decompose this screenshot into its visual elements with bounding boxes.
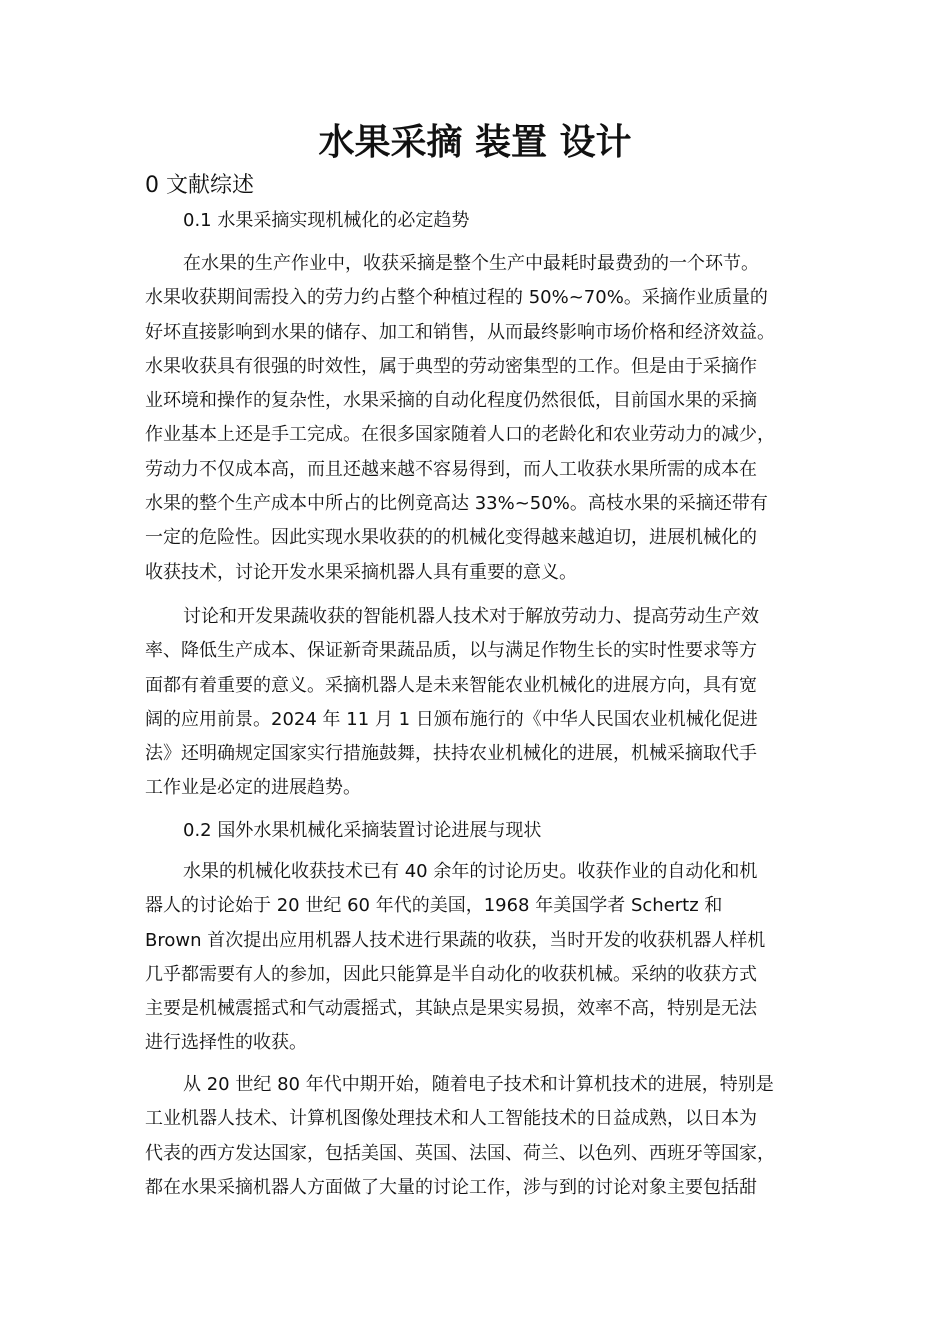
paragraph-line: 几乎都需要有人的参加，因此只能算是半自动化的收获机械。采纳的收获方式	[145, 963, 757, 985]
section-heading: 0 文献综述	[145, 173, 254, 198]
paragraph-line: 器人的讨论始于 20 世纪 60 年代的美国，1968 年美国学者 Schertz 和	[145, 895, 723, 917]
paragraph-line: 代表的西方发达国家，包括美国、英国、法国、荷兰、以色列、西班牙等国家，	[145, 1142, 775, 1164]
paragraph-line: 工业机器人技术、计算机图像处理技术和人工智能技术的日益成熟，以日本为	[145, 1108, 757, 1130]
paragraph-1980s-development	[145, 1068, 807, 1205]
paragraph-line: 水果的整个生产成本中所占的比例竟高达 33%~50%。高枝水果的采摘还带有	[145, 493, 768, 515]
paragraph-research-history	[145, 855, 807, 1061]
paragraph-line: 法》还明确规定国家实行措施鼓舞，扶持农业机械化的进展，机械采摘取代手	[145, 743, 757, 765]
paragraph-line: 阔的应用前景。2024 年 11 月 1 日颁布施行的《中华人民国农业机械化促进	[145, 708, 758, 730]
paragraph-line: 工作业是必定的进展趋势。	[145, 777, 361, 799]
paragraph-line: 水果收获期间需投入的劳力约占整个种植过程的 50%~70%。采摘作业质量的	[145, 287, 768, 309]
paragraph-line: 业环境和操作的复杂性，水果采摘的自动化程度仍然很低，目前国水果的采摘	[145, 390, 757, 412]
paragraph-line: 好坏直接影响到水果的储存、加工和销售，从而最终影响市场价格和经济效益。	[145, 321, 775, 343]
document-title: 水果采摘 装置 设计	[318, 122, 632, 163]
paragraph-line: Brown 首次提出应用机器人技术进行果蔬的收获，当时开发的收获机器人样机	[145, 929, 766, 951]
paragraph-line: 劳动力不仅成本高，而且还越来越不容易得到，而人工收获水果所需的成本在	[145, 458, 757, 480]
paragraph-line: 在水果的生产作业中，收获采摘是整个生产中最耗时最费劲的一个环节。	[183, 253, 759, 274]
subsection-heading-0-2: 0.2 国外水果机械化采摘装置讨论进展与现状	[183, 820, 542, 841]
paragraph-line: 面都有着重要的意义。采摘机器人是未来智能农业机械化的进展方向，具有宽	[145, 674, 757, 696]
paragraph-line: 从 20 世纪 80 年代中期开始，随着电子技术和计算机技术的进展，特别是	[183, 1074, 774, 1095]
paragraph-line: 都在水果采摘机器人方面做了大量的讨论工作，涉与到的讨论对象主要包括甜	[145, 1176, 757, 1198]
paragraph-robot-significance	[145, 600, 807, 806]
paragraph-line: 主要是机械震摇式和气动震摇式，其缺点是果实易损，效率不高，特别是无法	[145, 998, 757, 1020]
subsection-heading-0-1: 0.1 水果采摘实现机械化的必定趋势	[183, 210, 470, 231]
paragraph-line: 水果收获具有很强的时效性，属于典型的劳动密集型的工作。但是由于采摘作	[145, 355, 757, 377]
paragraph-line: 进行选择性的收获。	[145, 1032, 307, 1054]
paragraph-line: 收获技术，讨论开发水果采摘机器人具有重要的意义。	[145, 561, 577, 583]
paragraph-line: 一定的危险性。因此实现水果收获的的机械化变得越来越迫切，进展机械化的	[145, 527, 757, 549]
paragraph-line: 讨论和开发果蔬收获的智能机器人技术对于解放劳动力、提高劳动生产效	[183, 606, 759, 627]
paragraph-line: 作业基本上还是手工完成。在很多国家随着人口的老龄化和农业劳动力的减少，	[145, 424, 775, 446]
paragraph-line: 率、降低生产成本、保证新奇果蔬品质，以与满足作物生长的实时性要求等方	[145, 640, 757, 662]
paragraph-line: 水果的机械化收获技术已有 40 余年的讨论历史。收获作业的自动化和机	[183, 861, 758, 882]
paragraph-harvest-labor	[145, 247, 807, 590]
